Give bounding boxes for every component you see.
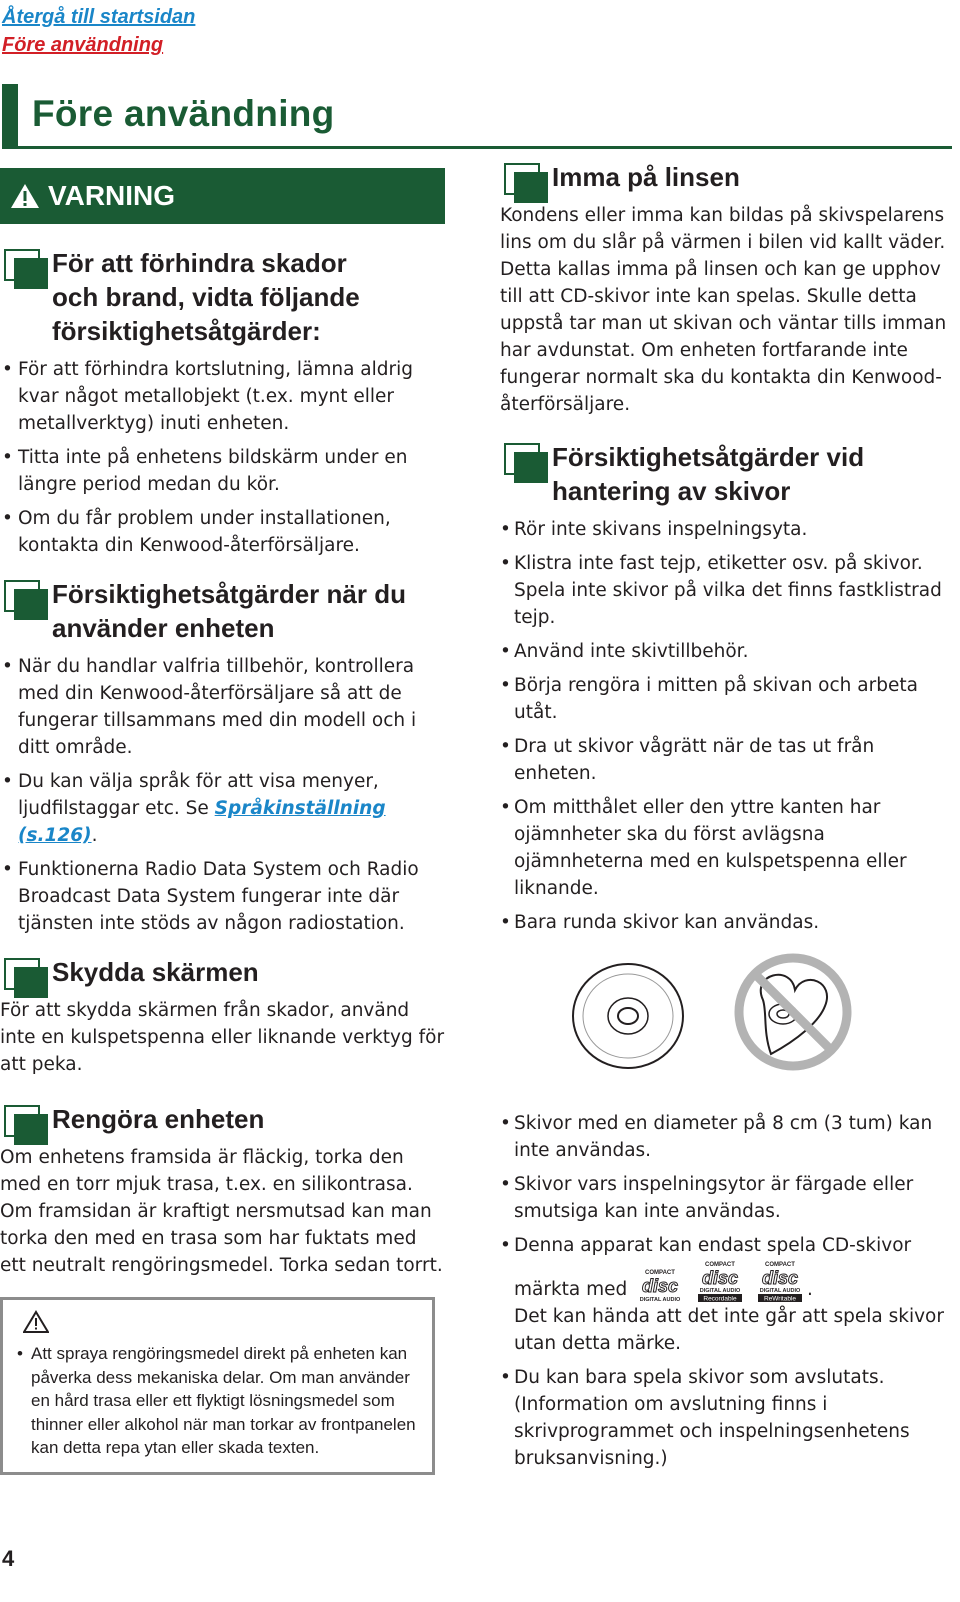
caution-icon bbox=[23, 1310, 49, 1334]
heading-line: använder enheten bbox=[52, 613, 275, 643]
clean-unit-heading bbox=[0, 1102, 445, 1136]
heading-line: Rengöra enheten bbox=[52, 1104, 265, 1134]
compact-disc-recordable-logo bbox=[695, 1259, 745, 1303]
logo-compact-text: COMPACT bbox=[645, 1270, 676, 1276]
fire-damage-heading bbox=[0, 246, 445, 348]
list-item: • Klistra inte fast tejp, etiketter osv. på skivor. Spela inte skivor på vilka det finns fastklistrad tejp. bbox=[500, 550, 955, 631]
list-item: • Funktionerna Radio Data System och Radio Broadcast Data System fungerar inte där tjänsten inte stöds av någon radiostation. bbox=[0, 856, 445, 937]
using-unit-list bbox=[0, 653, 445, 937]
list-item: • Titta inte på enhetens bildskärm under en längre period medan du kör. bbox=[0, 444, 445, 498]
list-item-text: märkta med bbox=[514, 1279, 628, 1300]
list-item: • När du handlar valfria tillbehör, kontrollera med din Kenwood-återförsäljare så att de fungerar tillsammans med din modell och i ditt område. bbox=[0, 653, 445, 761]
compact-disc-rewritable-logo bbox=[755, 1259, 805, 1303]
protect-screen-heading bbox=[0, 955, 445, 989]
heading-line: hantering av skivor bbox=[552, 476, 791, 506]
clean-unit-text: Om enhetens framsida är fläckig, torka den med en torr mjuk trasa, t.ex. en silikontrasa. Om framsidan är kraftigt nersmutsad kan man torka den med en trasa som har fuktats med ett neutralt rengöringsmedel. Torka sedan torrt. bbox=[0, 1147, 443, 1276]
logo-digital-audio-text: DIGITAL AUDIO bbox=[699, 1288, 741, 1294]
left-column bbox=[0, 168, 445, 1475]
list-item: • Börja rengöra i mitten på skivan och arbeta utåt. bbox=[500, 672, 955, 726]
title-accent-bar bbox=[2, 84, 18, 148]
heading-line: och brand, vidta följande bbox=[52, 282, 360, 312]
section-marker-icon bbox=[4, 249, 48, 289]
list-item: • Skivor med en diameter på 8 cm (3 tum) kan inte användas. bbox=[500, 1110, 955, 1164]
logo-compact-text: COMPACT bbox=[705, 1262, 736, 1268]
language-setting-link[interactable]: Språkinställning (s.126) bbox=[18, 798, 386, 846]
disc-illustration bbox=[500, 950, 955, 1080]
list-item: • Du kan bara spela skivor som avslutats. (Information om avslutning finns i skrivprogrammet och inspelningsenhetens bruksanvisning.) bbox=[500, 1364, 955, 1472]
list-item: • Skivor vars inspelningsytor är färgade eller smutsiga kan inte användas. bbox=[500, 1171, 955, 1225]
heading-line: Skydda skärmen bbox=[52, 957, 259, 987]
list-item bbox=[0, 768, 445, 849]
list-item-text: . bbox=[91, 825, 98, 846]
page-title: Före användning bbox=[32, 93, 335, 134]
list-item-text: Det kan hända att det inte går att spela skivor utan detta märke. bbox=[514, 1306, 944, 1354]
lens-fog-heading bbox=[500, 160, 955, 194]
section-marker-icon bbox=[504, 163, 548, 203]
section-marker-icon bbox=[4, 580, 48, 620]
list-item-text: Du kan välja språk för att visa menyer, ljudfilstaggar etc. Se bbox=[18, 771, 379, 819]
list-item: • Om du får problem under installationen, kontakta din Kenwood-återförsäljare. bbox=[0, 505, 445, 559]
round-disc-icon bbox=[573, 964, 683, 1068]
heading-line: För att förhindra skador bbox=[52, 248, 347, 278]
section-marker-icon bbox=[4, 1105, 48, 1145]
list-item-text: Denna apparat kan endast spela CD-skivor bbox=[514, 1235, 912, 1256]
compact-disc-digital-audio-logo bbox=[635, 1267, 685, 1303]
logo-disc-text: disc bbox=[761, 1268, 798, 1288]
logo-compact-text: COMPACT bbox=[765, 1262, 795, 1268]
fire-damage-list bbox=[0, 356, 445, 559]
logo-disc-text: disc bbox=[702, 1268, 739, 1288]
list-item bbox=[500, 1232, 955, 1357]
heading-line: Försiktighetsåtgärder när du bbox=[52, 579, 406, 609]
list-item: • Rör inte skivans inspelningsyta. bbox=[500, 516, 955, 543]
heading-line: försiktighetsåtgärder: bbox=[52, 316, 321, 346]
round-vs-heart-disc-image bbox=[500, 950, 860, 1080]
page-number: 4 bbox=[2, 1546, 15, 1571]
back-to-start-link[interactable]: Återgå till startsidan bbox=[2, 6, 196, 28]
caution-box bbox=[0, 1297, 435, 1475]
list-item: • För att förhindra kortslutning, lämna aldrig kvar något metallobjekt (t.ex. mynt eller metallverktyg) inuti enheten. bbox=[0, 356, 445, 437]
heart-disc-prohibited-icon bbox=[739, 958, 847, 1066]
protect-screen-text: För att skydda skärmen från skador, använd inte en kulspetspenna eller liknande verktyg för att peka. bbox=[0, 1000, 445, 1075]
caution-item: • Att spraya rengöringsmedel direkt på enheten kan påverka dess mekaniska delar. Om man använder en hård trasa eller ett flyktigt lösningsmedel som thinner eller alkohol när man torkar av frontpanelen kan detta repa ytan eller skada texten. bbox=[17, 1342, 420, 1460]
lens-fog-text: Kondens eller imma kan bildas på skivspelarens lins om du slår på värmen i bilen vid kallt väder. Detta kallas imma på linsen och kan ge upphov till att CD-skivor inte kan spelas. Skulle detta uppstå tar man ut skivan och väntar tills imman har avdunstat. Om enheten fortfarande inte fungerar normalt ska du kontakta din Kenwood-återförsäljare. bbox=[500, 205, 947, 415]
logo-rewritable-text: ReWritable bbox=[763, 1295, 796, 1303]
logo-disc-text: disc bbox=[642, 1276, 679, 1296]
section-marker-icon bbox=[4, 958, 48, 998]
disc-restrictions-list bbox=[500, 1110, 955, 1472]
warning-banner bbox=[0, 168, 445, 224]
heading-line: Försiktighetsåtgärder vid bbox=[552, 442, 865, 472]
list-item: • Dra ut skivor vågrätt när de tas ut från enheten. bbox=[500, 733, 955, 787]
logo-recordable-text: Recordable bbox=[703, 1295, 737, 1303]
disc-handling-list bbox=[500, 516, 955, 936]
right-column bbox=[500, 160, 955, 1479]
list-item: • Bara runda skivor kan användas. bbox=[500, 909, 955, 936]
before-use-link[interactable]: Före användning bbox=[2, 34, 164, 56]
warning-icon bbox=[10, 182, 40, 210]
logo-digital-audio-text: DIGITAL AUDIO bbox=[759, 1288, 801, 1294]
list-item: • Använd inte skivtillbehör. bbox=[500, 638, 955, 665]
warning-label: VARNING bbox=[48, 180, 176, 211]
list-item-text: . bbox=[806, 1279, 813, 1300]
list-item: • Om mitthålet eller den yttre kanten har ojämnheter ska du först avlägsna ojämnheterna med en kulspetspenna eller liknande. bbox=[500, 794, 955, 902]
heading-line: Imma på linsen bbox=[552, 162, 740, 192]
section-marker-icon bbox=[504, 443, 548, 483]
title-divider bbox=[2, 146, 952, 149]
logo-digital-audio-text: DIGITAL AUDIO bbox=[639, 1297, 681, 1303]
disc-handling-heading bbox=[500, 440, 955, 508]
using-unit-heading bbox=[0, 577, 445, 645]
